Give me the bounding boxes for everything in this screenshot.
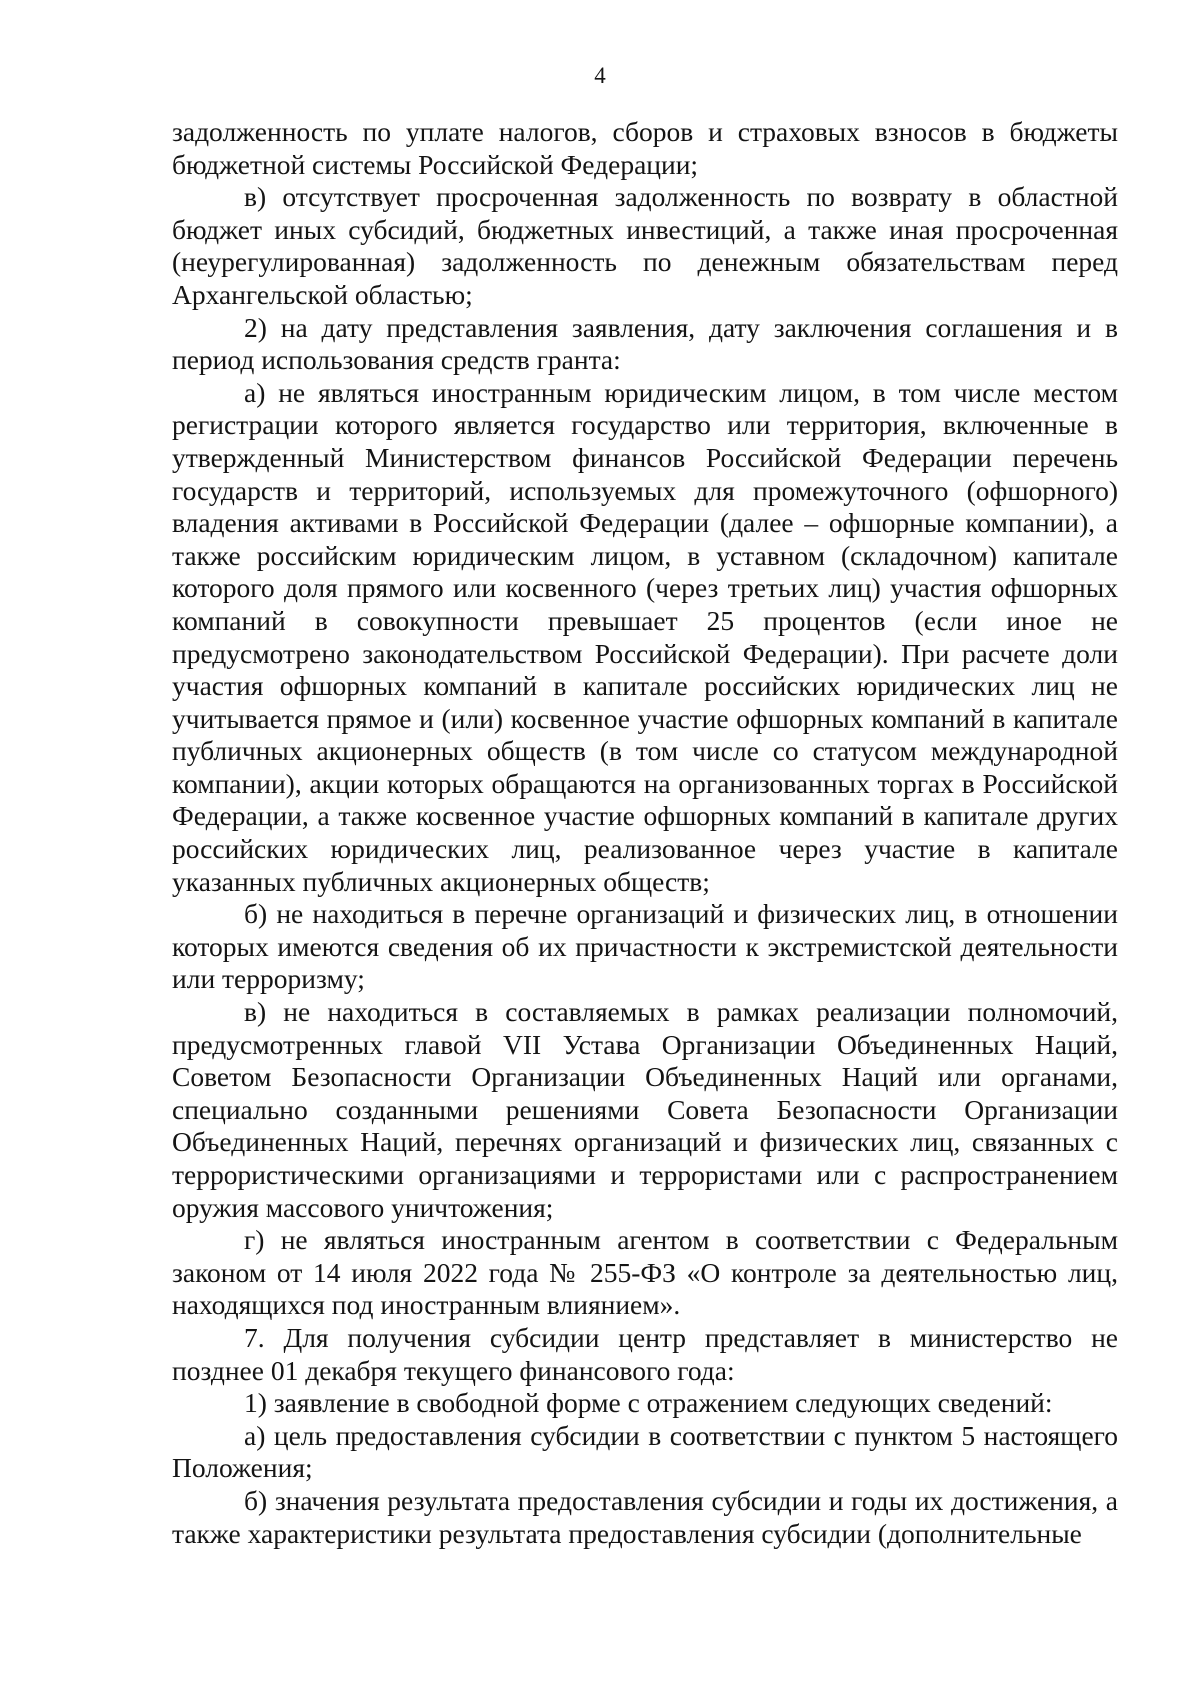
paragraph-item-2v: в) не находиться в составляемых в рамках реализации полномочий, предусмотренных главой VII Устава Организации Объединенных Наций, Советом Безопасности Организации Объединенных Наций или органами, специально созданными решениями Совета Безопасности Организации Объединенных Наций, перечнях организаций и физических лиц, связанных с террористическими организациями и террористами или с распространением оружия массового уничтожения; xyxy=(172,996,1118,1223)
paragraph-item-2g: г) не являться иностранным агентом в соответствии с Федеральным законом от 14 июля 2022 года № 255-ФЗ «О контроле за деятельностью лиц, находящихся под иностранным влиянием». xyxy=(172,1224,1118,1321)
paragraph-item-2: 2) на дату представления заявления, дату заключения соглашения и в период использования средств гранта: xyxy=(172,311,1118,376)
paragraph-item-7-1a: а) цель предоставления субсидии в соответствии с пунктом 5 настоящего Положения; xyxy=(172,1419,1118,1484)
paragraph-item-2a: а) не являться иностранным юридическим лицом, в том числе местом регистрации которого является государство или территория, включенные в утвержденный Министерством финансов Российской Федерации перечень государств и территорий, используемых для промежуточного (офшорного) владения активами в Российской Федерации (далее – офшорные компании), а также российским юридическим лицом, в уставном (складочном) капитале которого доля прямого или косвенного (через третьих лиц) участия офшорных компаний в совокупности превышает 25 процентов (если иное не предусмотрено законодательством Российской Федерации). При расчете доли участия офшорных компаний в капитале российских юридических лиц не учитывается прямое и (или) косвенное участие офшорных компаний в капитале публичных акционерных обществ (в том числе со статусом международной компании), акции которых обращаются на организованных торгах в Российской Федерации, а также косвенное участие офшорных компаний в капитале других российских юридических лиц, реализованное через участие в капитале указанных публичных акционерных обществ; xyxy=(172,376,1118,897)
paragraph-item-2b: б) не находиться в перечне организаций и физических лиц, в отношении которых имеются сведения об их причастности к экстремистской деятельности или терроризму; xyxy=(172,898,1118,995)
paragraph-item-7-1: 1) заявление в свободной форме с отражением следующих сведений: xyxy=(244,1387,1053,1419)
paragraph-item-1v: в) отсутствует просроченная задолженность по возврату в областной бюджет иных субсидий, бюджетных инвестиций, а также иная просроченная (неурегулированная) задолженность по денежным обязательствам перед Архангельской областью; xyxy=(172,181,1118,310)
document-body xyxy=(172,116,1118,1550)
paragraph-clause-7: 7. Для получения субсидии центр представляет в министерство не позднее 01 декабря текущего финансового года: xyxy=(172,1321,1118,1386)
paragraph-item-7-1b: б) значения результата предоставления субсидии и годы их достижения, а также характеристики результата предоставления субсидии (дополнительные xyxy=(172,1484,1118,1549)
page-number: 4 xyxy=(594,63,606,88)
paragraph-debt-continuation: задолженность по уплате налогов, сборов и страховых взносов в бюджеты бюджетной системы Российской Федерации; xyxy=(172,116,1118,180)
